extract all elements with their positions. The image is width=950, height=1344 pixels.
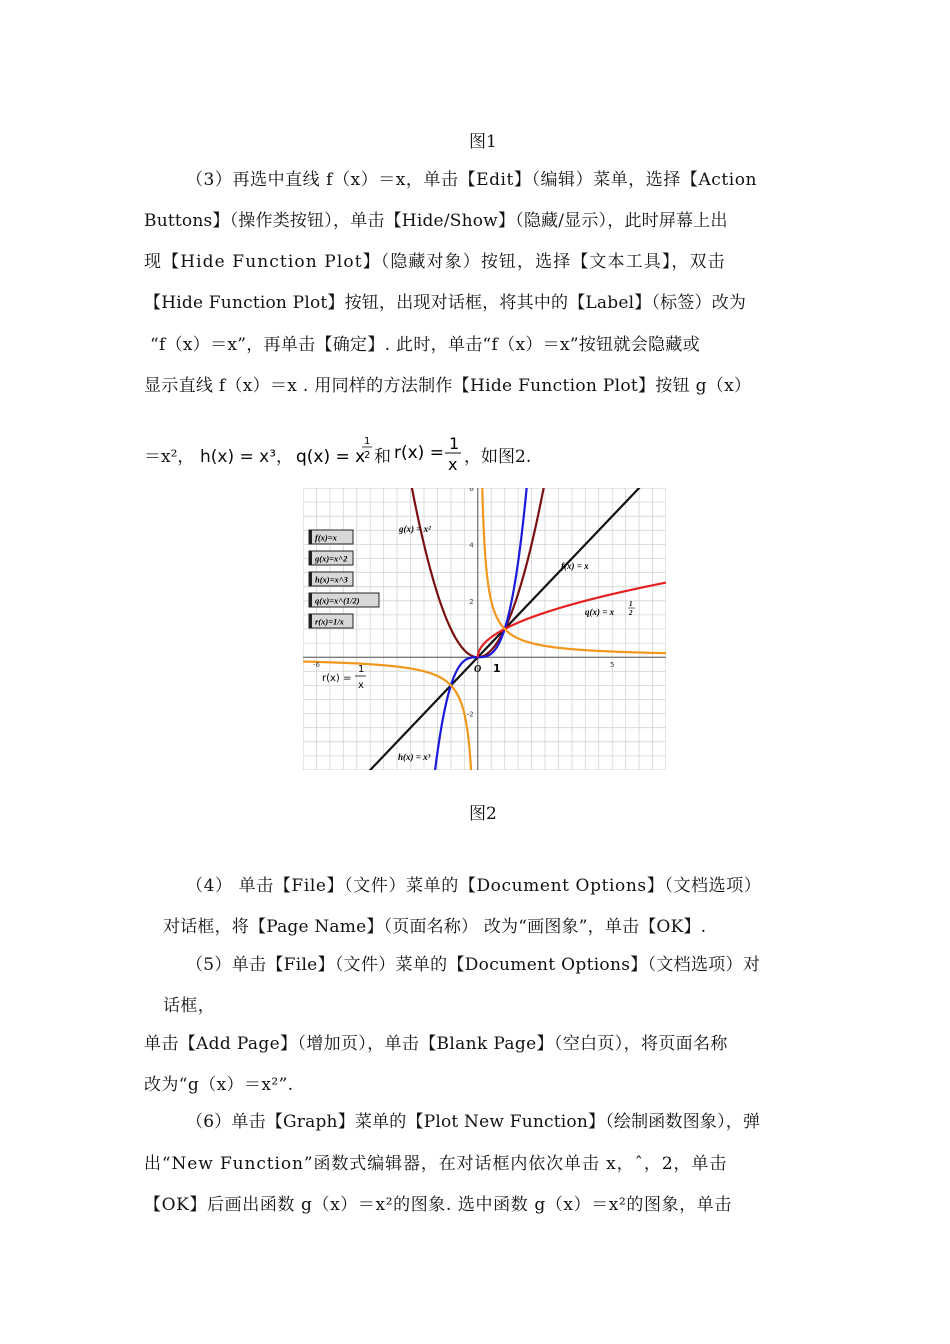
hide-button-edge-3 <box>309 593 312 607</box>
y-tick-label: 6 <box>469 488 474 493</box>
formula-r-den: x <box>448 455 458 474</box>
para4-line1: （4） 单击【File】（文件）菜单的【Document Options】（文档选项） <box>186 876 762 896</box>
para3-line1: （3）再选中直线 f（x）＝x，单击【Edit】（编辑）菜单，选择【Action <box>186 170 757 190</box>
formula-q-exp-num: 1 <box>364 436 371 447</box>
para5-line4: 改为“g（x）＝x²”. <box>144 1075 294 1095</box>
para5-line3: 单击【Add Page】（增加页），单击【Blank Page】（空白页），将页面名称 <box>144 1034 728 1054</box>
formula-tail: ，如图2. <box>464 447 532 467</box>
label-h: h(x) = x³ <box>398 752 431 762</box>
hide-button-label-4: r(x)=1/x <box>315 616 344 627</box>
label-q-exp-den: 2 <box>629 609 633 617</box>
caption-figure-2: 图2 <box>469 804 497 824</box>
caption-figure-1: 图1 <box>469 132 497 152</box>
label-origin: O <box>474 664 482 675</box>
formula-q <box>294 432 374 476</box>
para4-line2: 对话框，将【Page Name】（页面名称） 改为“画图象”，单击【OK】. <box>163 917 707 937</box>
para3-line4: 【Hide Function Plot】按钮，出现对话框，将其中的【Label】（标签）改为 <box>144 293 747 313</box>
label-q: q(x) = x <box>585 607 615 617</box>
label-g: g(x) = x² <box>399 524 431 534</box>
label-r-den: x <box>358 680 364 691</box>
hide-button-edge-4 <box>309 614 312 628</box>
y-tick-label: -2 <box>466 710 474 719</box>
para5-line2: 话框， <box>163 996 216 1016</box>
para6-line1: （6）单击【Graph】菜单的【Plot New Function】（绘制函数图象），弹 <box>186 1112 761 1132</box>
label-q-exp-num: 1 <box>629 600 633 608</box>
formula-line <box>144 430 844 480</box>
hide-button-edge-2 <box>309 572 312 586</box>
label-f: f(x) = x <box>561 561 589 571</box>
hide-button-edge-1 <box>309 551 312 565</box>
formula-r <box>394 430 474 478</box>
chart-svg <box>303 488 666 770</box>
para5-line1: （5）单击【File】（文件）菜单的【Document Options】（文档选项）对 <box>186 955 761 975</box>
hide-button-label-1: g(x)=x^2 <box>315 553 348 564</box>
label-r: r(x) = <box>322 673 352 684</box>
function-graph <box>303 488 666 770</box>
formula-q-exp-den: 2 <box>364 450 371 461</box>
formula-r-num: 1 <box>449 434 460 453</box>
x-tick-label: 5 <box>609 661 615 670</box>
y-tick-label: 2 <box>469 597 474 606</box>
formula-and: 和 <box>374 447 391 467</box>
formula-r-text: r(x) = <box>394 443 444 463</box>
hide-button-label-2: h(x)=x^3 <box>315 574 348 585</box>
para3-line3: 现【Hide Function Plot】（隐藏对象）按钮，选择【文本工具】，双击 <box>144 252 726 272</box>
para3-line2: Buttons】（操作类按钮），单击【Hide/Show】（隐藏/显示），此时屏幕上出 <box>144 211 728 231</box>
y-tick-label: 4 <box>469 541 474 550</box>
x-tick-label: -6 <box>312 661 320 670</box>
formula-g: ＝x²， <box>144 447 195 467</box>
hide-button-edge-0 <box>309 530 312 544</box>
para3-line6: 显示直线 f（x）＝x . 用同样的方法制作【Hide Function Plot】按钮 g（x） <box>144 376 752 396</box>
formula-h: h(x) = x³， <box>200 447 294 467</box>
hide-button-label-3: q(x)=x^(1/2) <box>315 595 360 606</box>
hide-button-label-0: f(x)=x <box>315 532 337 543</box>
label-one: 1 <box>493 662 501 675</box>
formula-q-text: q(x) = x <box>296 447 366 467</box>
para6-line3: 【OK】后画出函数 g（x）＝x²的图象. 选中函数 g（x）＝x²的图象，单击 <box>144 1195 732 1215</box>
label-r-num: 1 <box>358 664 365 675</box>
para3-line5: “f（x）＝x”，再单击【确定】. 此时，单击“f（x）＝x”按钮就会隐藏或 <box>150 335 700 355</box>
para6-line2: 出“New Function”函数式编辑器，在对话框内依次单击 x，ˆ，2，单击 <box>144 1154 728 1174</box>
